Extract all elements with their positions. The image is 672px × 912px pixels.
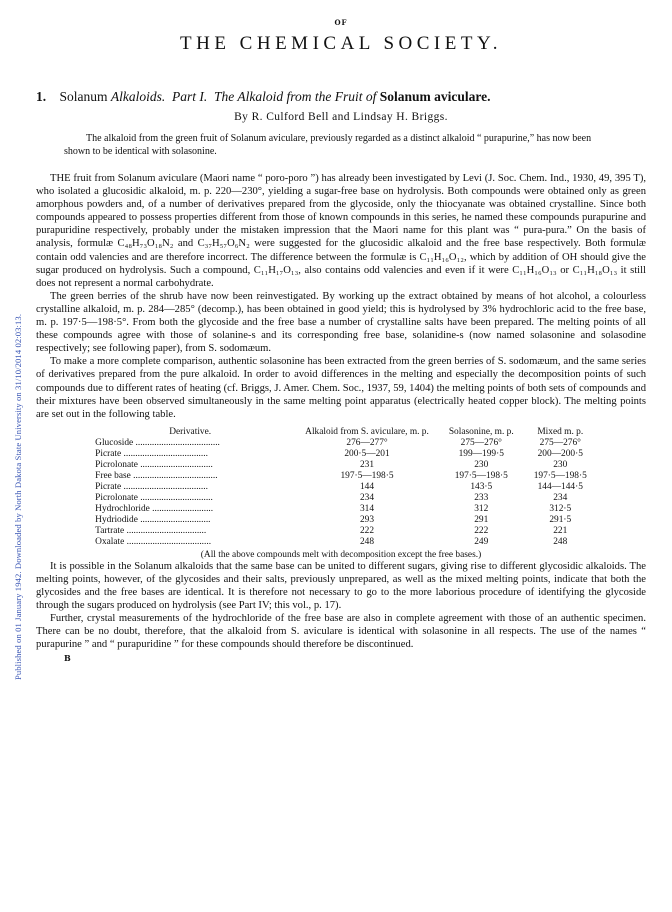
title-part-a: Solanum	[59, 89, 108, 104]
header-of: OF	[334, 18, 348, 27]
cell-solasonine: 233	[474, 492, 489, 503]
cell-mixed: 275—276°	[539, 437, 581, 448]
cell-aviculare: 200·5—201	[344, 448, 390, 459]
cell-deriv: Picrate ....................................	[95, 481, 208, 492]
cell-solasonine: 197·5—198·5	[454, 470, 508, 481]
col-mixed: Mixed m. p.	[537, 426, 584, 437]
table-row	[85, 482, 597, 493]
journal-title: THE CHEMICAL SOCIETY.	[180, 33, 502, 54]
cell-solasonine: 312	[474, 503, 489, 514]
cell-deriv: Picrolonate ...............................	[95, 459, 213, 470]
table-row	[85, 449, 597, 460]
cell-solasonine: 249	[474, 536, 489, 547]
table-note: (All the above compounds melt with decomposition except the free bases.)	[200, 549, 482, 560]
cell-deriv: Oxalate ....................................	[95, 536, 212, 547]
provenance-sidebar	[6, 120, 23, 680]
cell-solasonine: 230	[474, 459, 489, 470]
cell-deriv: Hydriodide ..............................	[95, 514, 211, 525]
table-row	[85, 438, 597, 449]
title-part-c: Part I.	[172, 89, 208, 104]
article-title	[36, 89, 646, 105]
title-part-e: Solanum aviculare.	[379, 89, 491, 104]
cell-solasonine: 275—276°	[460, 437, 502, 448]
cell-aviculare: 231	[359, 459, 375, 470]
cell-aviculare: 248	[359, 536, 375, 547]
col-aviculare: Alkaloid from S. aviculare, m. p.	[305, 426, 429, 437]
cell-aviculare: 197·5—198·5	[340, 470, 394, 481]
cell-deriv: Free base ....................................	[95, 470, 218, 481]
cell-aviculare: 144	[359, 481, 375, 492]
cell-solasonine: 222	[474, 525, 489, 536]
cell-deriv: Glucoside ....................................	[95, 437, 220, 448]
cell-deriv: Picrolonate ...............................	[95, 492, 213, 503]
table-row	[85, 493, 597, 504]
cell-mixed: 200—200·5	[537, 448, 583, 459]
cell-mixed: 248	[553, 536, 568, 547]
cell-aviculare: 314	[359, 503, 375, 514]
provenance-text: Published on 01 January 1942. Downloaded by North Dakota State University on 31/10/2014 02:03:13.	[13, 313, 23, 680]
paragraph-1: THE fruit from Solanum aviculare (Maori name “ poro-poro ”) has already been investigated by Levi (J. Soc. Chem. Ind., 1930, 49, 395 T), who isolated a glucosidic alkaloid, m. p. 220—230°, yielding a sugar-free base on hydrolysis. Both compounds were obtained only as green amorphous powders and, of a number of derivatives prepared from the glycoside, only the thiocyanate was obtained crystalline. Since both compounds appeared to possess properties different from those of known compounds in this series, he named these compounds purapurine and purapuridine respectively, probably under the mistaken impression that the Maori name for this plant was “ pura-pura.” On the basis of analysis, formulæ C₄₈H₇₃O₁₈N₂ and C₃₇H₅₇O₆N₂ were suggested for the glucosidic alkaloid and the free base respectively. Both formulæ contain odd valencies and are therefore incorrect. The difference between the formulæ is C₁₁H₁₆O₁₂, which by addition of OH should give the sugar produced on hydrolysis. Such a compound, C₁₁H₁₇O₁₃, also contains odd valencies and even if it were C₁₁H₁₆O₁₃ or C₁₁H₁₈O₁₃ it still does not represent a normal carbohydrate.	[36, 173, 646, 289]
cell-mixed: 197·5—198·5	[533, 470, 587, 481]
cell-deriv: Picrate ....................................	[95, 448, 208, 459]
cell-mixed: 230	[553, 459, 568, 470]
table-header-row	[85, 427, 597, 438]
cell-solasonine: 199—199·5	[458, 448, 504, 459]
paragraph-4: It is possible in the Solanum alkaloids that the same base can be united to different sugars, giving rise to different glycosidic alkaloids. The melting points, however, of the glycosides and their salts, previously unprepared, as well as the mixed melting points, indicate that both the glycosides and the free bases are identical. It is therefore not necessary to go to the more laborious procedure of identifying the glycoside through the sugars produced on hydrolysis (see Part IV; this vol., p. 17).	[36, 560, 646, 612]
cell-aviculare: 276—277°	[346, 437, 388, 448]
cell-aviculare: 222	[359, 525, 375, 536]
abstract: The alkaloid from the green fruit of Solanum aviculare, previously regarded as a distinct alkaloid “ purapurine,” has now been shown to be identical with solasonine.	[64, 133, 592, 157]
melting-point-table	[85, 427, 597, 548]
page	[36, 0, 646, 663]
cell-mixed: 221	[553, 525, 568, 536]
cell-mixed: 291·5	[549, 514, 572, 525]
table-row	[85, 515, 597, 526]
cell-mixed: 144—144·5	[537, 481, 583, 492]
paragraph-3: To make a more complete comparison, authentic solasonine has been extracted from the green berries of S. sodomæum, and the same series of derivatives prepared from the pure alkaloid. In order to avoid differences in the melting and especially the decomposition points of such compounds due to different rates of heating (cf. Briggs, J. Amer. Chem. Soc., 1937, 59, 1404) the melting points of both sets of compounds and their mixtures have been observed simultaneously in the same melting point apparatus (electrically heated copper block). The melting points are set out in the following table.	[36, 356, 646, 420]
title-part-b: Alkaloids.	[110, 89, 166, 104]
table-row	[85, 526, 597, 537]
cell-deriv: Tartrate ..................................	[95, 525, 207, 536]
cell-solasonine: 291	[474, 514, 489, 525]
article-body	[36, 172, 646, 651]
cell-solasonine: 143·5	[470, 481, 493, 492]
col-solasonine: Solasonine, m. p.	[448, 426, 514, 437]
signature-mark: B	[64, 653, 71, 664]
paragraph-5: Further, crystal measurements of the hydrochloride of the free base are also in complete agreement with those of an authentic specimen. There can be no doubt, therefore, that the alkaloid from S. aviculare is identical with solasonine in all respects. The use of the names “ purapurine ” and “ purapuridine ” for these compounds should therefore be discontinued.	[36, 613, 646, 651]
col-derivative: Derivative.	[169, 426, 212, 437]
cell-mixed: 312·5	[549, 503, 572, 514]
table-row	[85, 504, 597, 515]
byline: By R. Culford Bell and Lindsay H. Briggs.	[234, 111, 448, 123]
table-row	[85, 471, 597, 482]
cell-aviculare: 293	[359, 514, 375, 525]
cell-aviculare: 234	[359, 492, 375, 503]
article-number: 1.	[36, 89, 47, 104]
cell-mixed: 234	[553, 492, 568, 503]
paragraph-2: The green berries of the shrub have now been reinvestigated. By working up the extract obtained by means of hot alcohol, a colourless crystalline alkaloid, m. p. 284—285° (decomp.), has been obtained in good yield; this is hydrolysed by 3% hydrochloric acid to the free base, m. p. 197·5—198·5°. From both the glycoside and the free base a number of crystalline salts have been prepared. The melting points of all these compounds agree with those of solanine-s and its corresponding free base, solanidine-s (now named solasonine and solasodine respectively; see following paper), from S. sodomæum.	[36, 290, 646, 355]
table-row	[85, 537, 597, 548]
table-row	[85, 460, 597, 471]
title-part-d: The Alkaloid from the Fruit of	[214, 89, 377, 104]
cell-deriv: Hydrochloride ..........................	[95, 503, 214, 514]
